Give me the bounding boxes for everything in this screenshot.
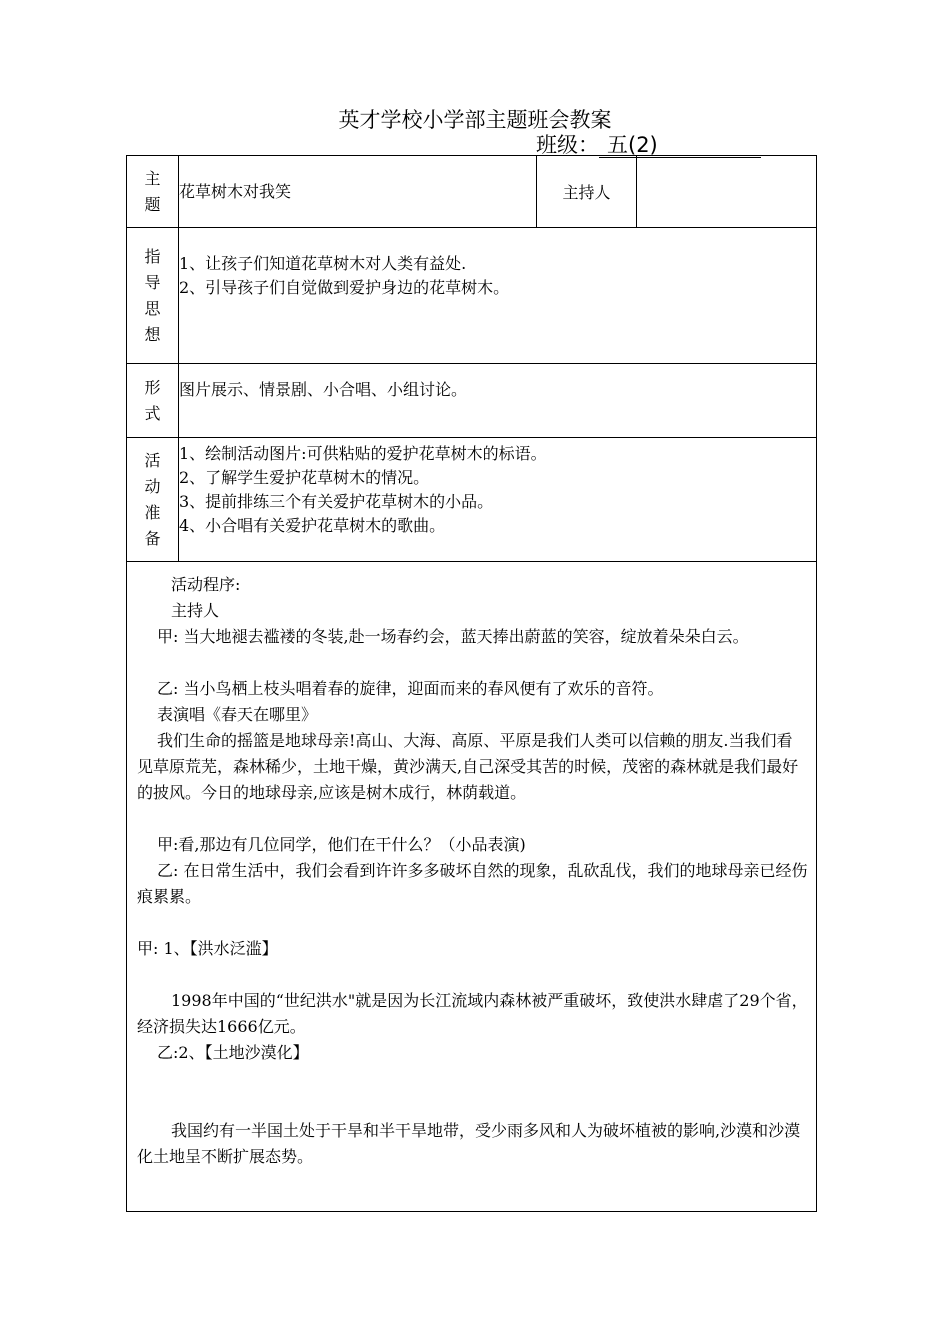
program-p5: 甲:看,那边有几位同学，他们在干什么？（小品表演)	[157, 835, 526, 854]
guide-label: 指 导 思 想	[127, 228, 179, 364]
theme-row	[127, 156, 817, 228]
prep-row	[127, 438, 817, 562]
program-content	[127, 562, 817, 1212]
guide-row	[127, 228, 817, 364]
guide-line-1: 1、让孩子们知道花草树木对人类有益处.	[179, 254, 467, 273]
program-host: 主持人	[171, 601, 220, 620]
class-label: 班级：	[536, 133, 599, 157]
prep-line-3: 3、提前排练三个有关爱护花草树木的小品。	[179, 492, 494, 511]
program-heading: 活动程序:	[171, 575, 241, 594]
page-title: 英才学校小学部主题班会教案	[338, 108, 612, 132]
program-p6: 乙: 在日常生活中，我们会看到许许多多破坏自然的现象，乱砍乱伐，我们的地球母亲已经伤痕累累。	[137, 861, 808, 906]
prep-label: 活 动 准 备	[127, 438, 179, 562]
guide-line-2: 2、引导孩子们自觉做到爱护身边的花草树木。	[179, 278, 510, 297]
prep-content	[179, 438, 817, 562]
program-p10: 我国约有一半国土处于干旱和半干旱地带，受少雨多风和人为破坏植被的影响,沙漠和沙漠化土地呈不断扩展态势。	[137, 1121, 801, 1166]
program-p4: 我们生命的摇篮是地球母亲!高山、大海、高原、平原是我们人类可以信赖的朋友.当我们看见草原荒芜，森林稀少，土地干燥，黄沙满天,自己深受其苦的时候，茂密的森林就是我们最好的披风。今日的地球母亲,应该是树木成行，林荫载道。	[137, 731, 799, 802]
program-row	[127, 562, 817, 1212]
program-p8: 1998年中国的“世纪洪水"就是因为长江流域内森林被严重破坏，致使洪水肆虐了29个省，经济损失达1666亿元。	[137, 991, 808, 1036]
program-p3: 表演唱《春天在哪里》	[157, 705, 318, 724]
theme-value: 花草树木对我笑	[179, 156, 537, 228]
prep-line-1: 1、绘制活动图片:可供粘贴的爱护花草树木的标语。	[179, 444, 547, 463]
prep-line-2: 2、了解学生爱护花草树木的情况。	[179, 468, 430, 487]
form-value: 图片展示、情景剧、小合唱、小组讨论。	[179, 364, 817, 438]
lesson-plan-table	[126, 155, 817, 1212]
form-label: 形 式	[127, 364, 179, 438]
prep-line-4: 4、小合唱有关爱护花草树木的歌曲。	[179, 516, 446, 535]
program-p7: 甲: 1、【洪水泛滥】	[137, 939, 278, 958]
program-p2: 乙: 当小鸟栖上枝头唱着春的旋律，迎面而来的春风便有了欢乐的音符。	[157, 679, 664, 698]
form-row	[127, 364, 817, 438]
program-p1: 甲: 当大地褪去褴褛的冬装,赴一场春约会，蓝天捧出蔚蓝的笑容，绽放着朵朵白云。	[157, 627, 749, 646]
program-p9: 乙:2、【土地沙漠化】	[157, 1043, 309, 1062]
host-value	[637, 156, 817, 228]
guide-content	[179, 228, 817, 364]
host-label: 主持人	[537, 156, 637, 228]
class-value: 五(2)	[599, 133, 761, 158]
theme-label: 主 题	[127, 156, 179, 228]
